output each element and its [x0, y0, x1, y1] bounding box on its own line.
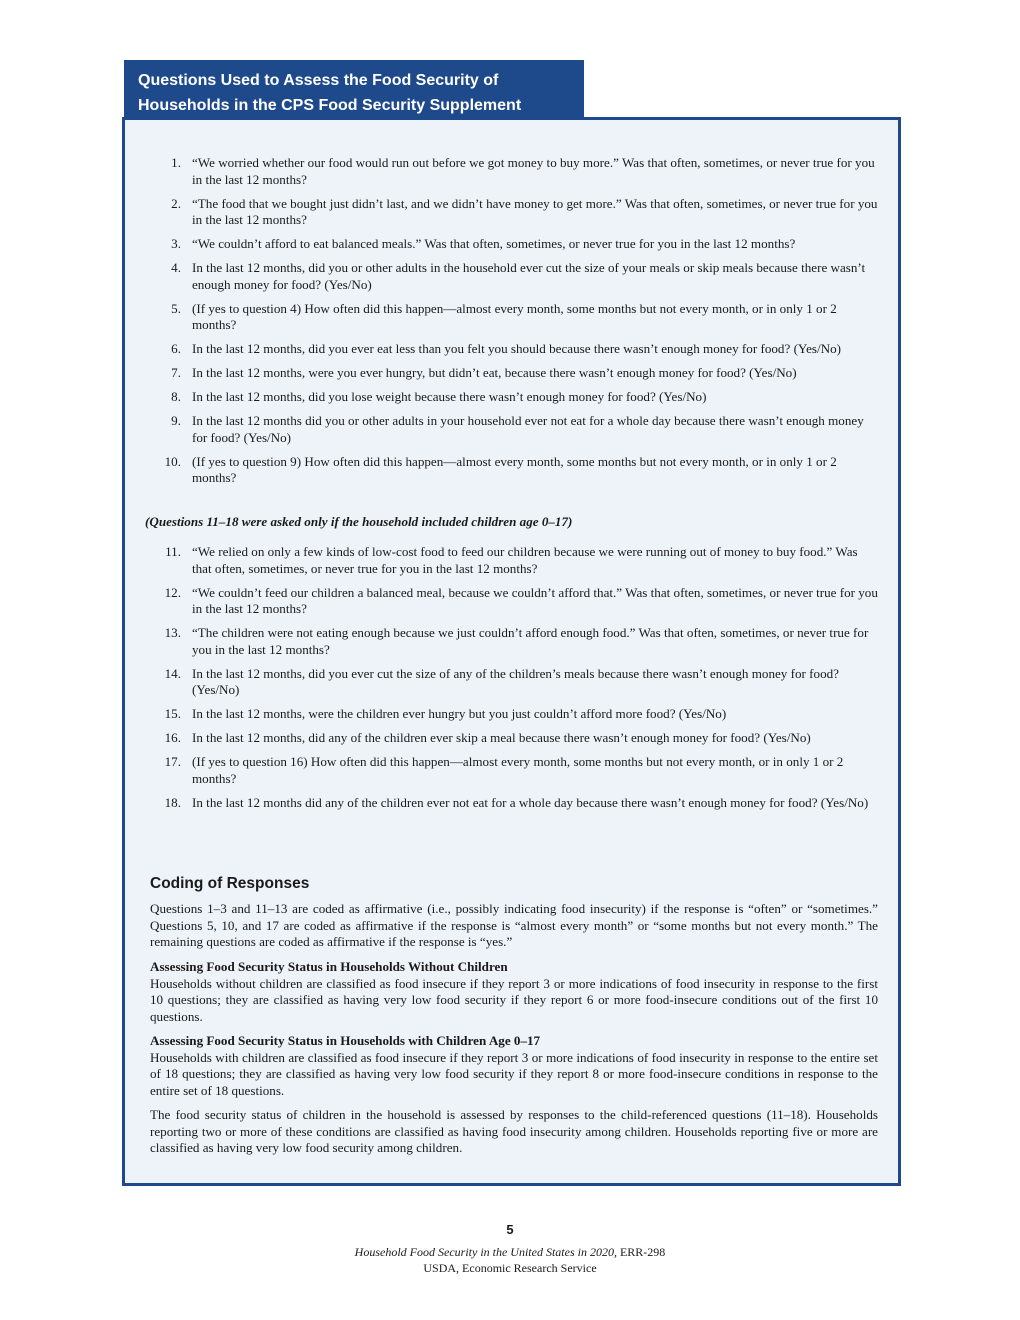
- with-children-subheading: Assessing Food Security Status in Households with Children Age 0–17: [150, 1033, 541, 1048]
- question-item: 12. “We couldn’t feed our children a balanced meal, because we couldn’t afford that.” Was that often, sometimes, or never true for you in the last 12 months?: [164, 584, 878, 616]
- question-item: 15. In the last 12 months, were the children ever hungry but you just couldn’t afford more food? (Yes/No): [164, 706, 727, 721]
- agency-name: USDA, Economic Research Service: [423, 1261, 597, 1275]
- question-item: 14. In the last 12 months, did you ever cut the size of any of the children’s meals because there wasn’t enough money for food? (Yes/No): [164, 665, 839, 697]
- question-item: 8. In the last 12 months, did you lose weight because there wasn’t enough money for food? (Yes/No): [171, 389, 707, 404]
- question-item: 2. “The food that we bought just didn’t last, and we didn’t have money to get more.” Was that often, sometimes, or never true for you in the last 12 months?: [171, 195, 878, 227]
- with-children-text: Households with children are classified as food insecure if they report 3 or more indications of food insecurity in response to the entire set of 18 questions; they are classified as having very low food security if they report 8 or more food-insecure conditions in response to the entire set of 18 questions.: [150, 1049, 878, 1099]
- children-status-paragraph: The food security status of children in the household is assessed by responses to the child-referenced questions (11–18). Households reporting two or more of these conditions are classified as having food insecurity among children. Households reporting five or more are classified as having very low food security among children.: [150, 1107, 878, 1156]
- coding-paragraph: Questions 1–3 and 11–13 are coded as affirmative (i.e., possibly indicating food insecurity) if the response is “often” or “sometimes.” Questions 5, 10, and 17 are coded as affirmative if the response is “almost every month” or “some months but not every month.” The remaining questions are coded as affirmative if the response is “yes.”: [150, 901, 878, 950]
- section-header-line-2: Households in the CPS Food Security Supplement: [138, 97, 522, 114]
- questions-panel: [122, 117, 901, 1186]
- question-item: 5. (If yes to question 4) How often did this happen—almost every month, some months but not every month, or in only 1 or 2 months?: [171, 300, 837, 332]
- question-item: 11. “We relied on only a few kinds of low-cost food to feed our children because we were running out of money to buy food.” Was that often, sometimes, or never true for you in the last 12 months?: [165, 544, 858, 576]
- report-citation: [0, 1245, 1020, 1260]
- question-item: 1. “We worried whether our food would run out before we got money to buy more.” Was that often, sometimes, or never true for you in the last 12 months?: [171, 155, 875, 187]
- question-item: 10. (If yes to question 9) How often did this happen—almost every month, some months but not every month, or in only 1 or 2 months?: [164, 453, 837, 485]
- with-children-section: [150, 1033, 878, 1100]
- page-number: 5: [506, 1222, 514, 1237]
- children-questions-note: (Questions 11–18 were asked only if the household included children age 0–17): [145, 514, 573, 529]
- no-children-text: Households without children are classified as food insecure if they report 3 or more indications of food insecurity in response to the first 10 questions; they are classified as having very low food security if they report 6 or more food-insecure conditions out of the first 10 questions.: [150, 975, 878, 1025]
- question-list-adult: [125, 155, 879, 494]
- question-item: 18. In the last 12 months did any of the children ever not eat for a whole day because there wasn’t enough money for food? (Yes/No): [164, 794, 869, 810]
- question-item: 7. In the last 12 months, were you ever hungry, but didn’t eat, because there wasn’t enough money for food? (Yes/No): [171, 365, 797, 380]
- report-title: Household Food Security in the United States in 2020,: [354, 1245, 617, 1259]
- question-list-children: [125, 544, 879, 819]
- no-children-subheading: Assessing Food Security Status in Households Without Children: [150, 959, 508, 974]
- no-children-section: [150, 959, 878, 1026]
- question-item: 6. In the last 12 months, did you ever eat less than you felt you should because there wasn’t enough money for food? (Yes/No): [171, 341, 841, 356]
- section-header: [124, 60, 584, 120]
- question-item: 3. “We couldn’t afford to eat balanced meals.” Was that often, sometimes, or never true for you in the last 12 months?: [171, 236, 796, 251]
- coding-heading: Coding of Responses: [150, 875, 310, 892]
- report-code: ERR-298: [616, 1245, 666, 1259]
- question-item: 16. In the last 12 months, did any of the children ever skip a meal because there wasn’t enough money for food? (Yes/No): [164, 730, 811, 745]
- question-item: 13. “The children were not eating enough because we just couldn’t afford enough food.” Was that often, sometimes, or never true for you in the last 12 months?: [164, 625, 869, 657]
- section-header-line-1: Questions Used to Assess the Food Security of: [138, 72, 499, 89]
- question-item: 17. (If yes to question 16) How often did this happen—almost every month, some months but not every month, or in only 1 or 2 months?: [164, 754, 844, 786]
- question-item: 4. In the last 12 months, did you or other adults in the household ever cut the size of your meals or skip meals because there wasn’t enough money for food? (Yes/No): [171, 260, 866, 292]
- question-item: 9. In the last 12 months did you or other adults in your household ever not eat for a whole day because there wasn’t enough money for food? (Yes/No): [171, 413, 864, 445]
